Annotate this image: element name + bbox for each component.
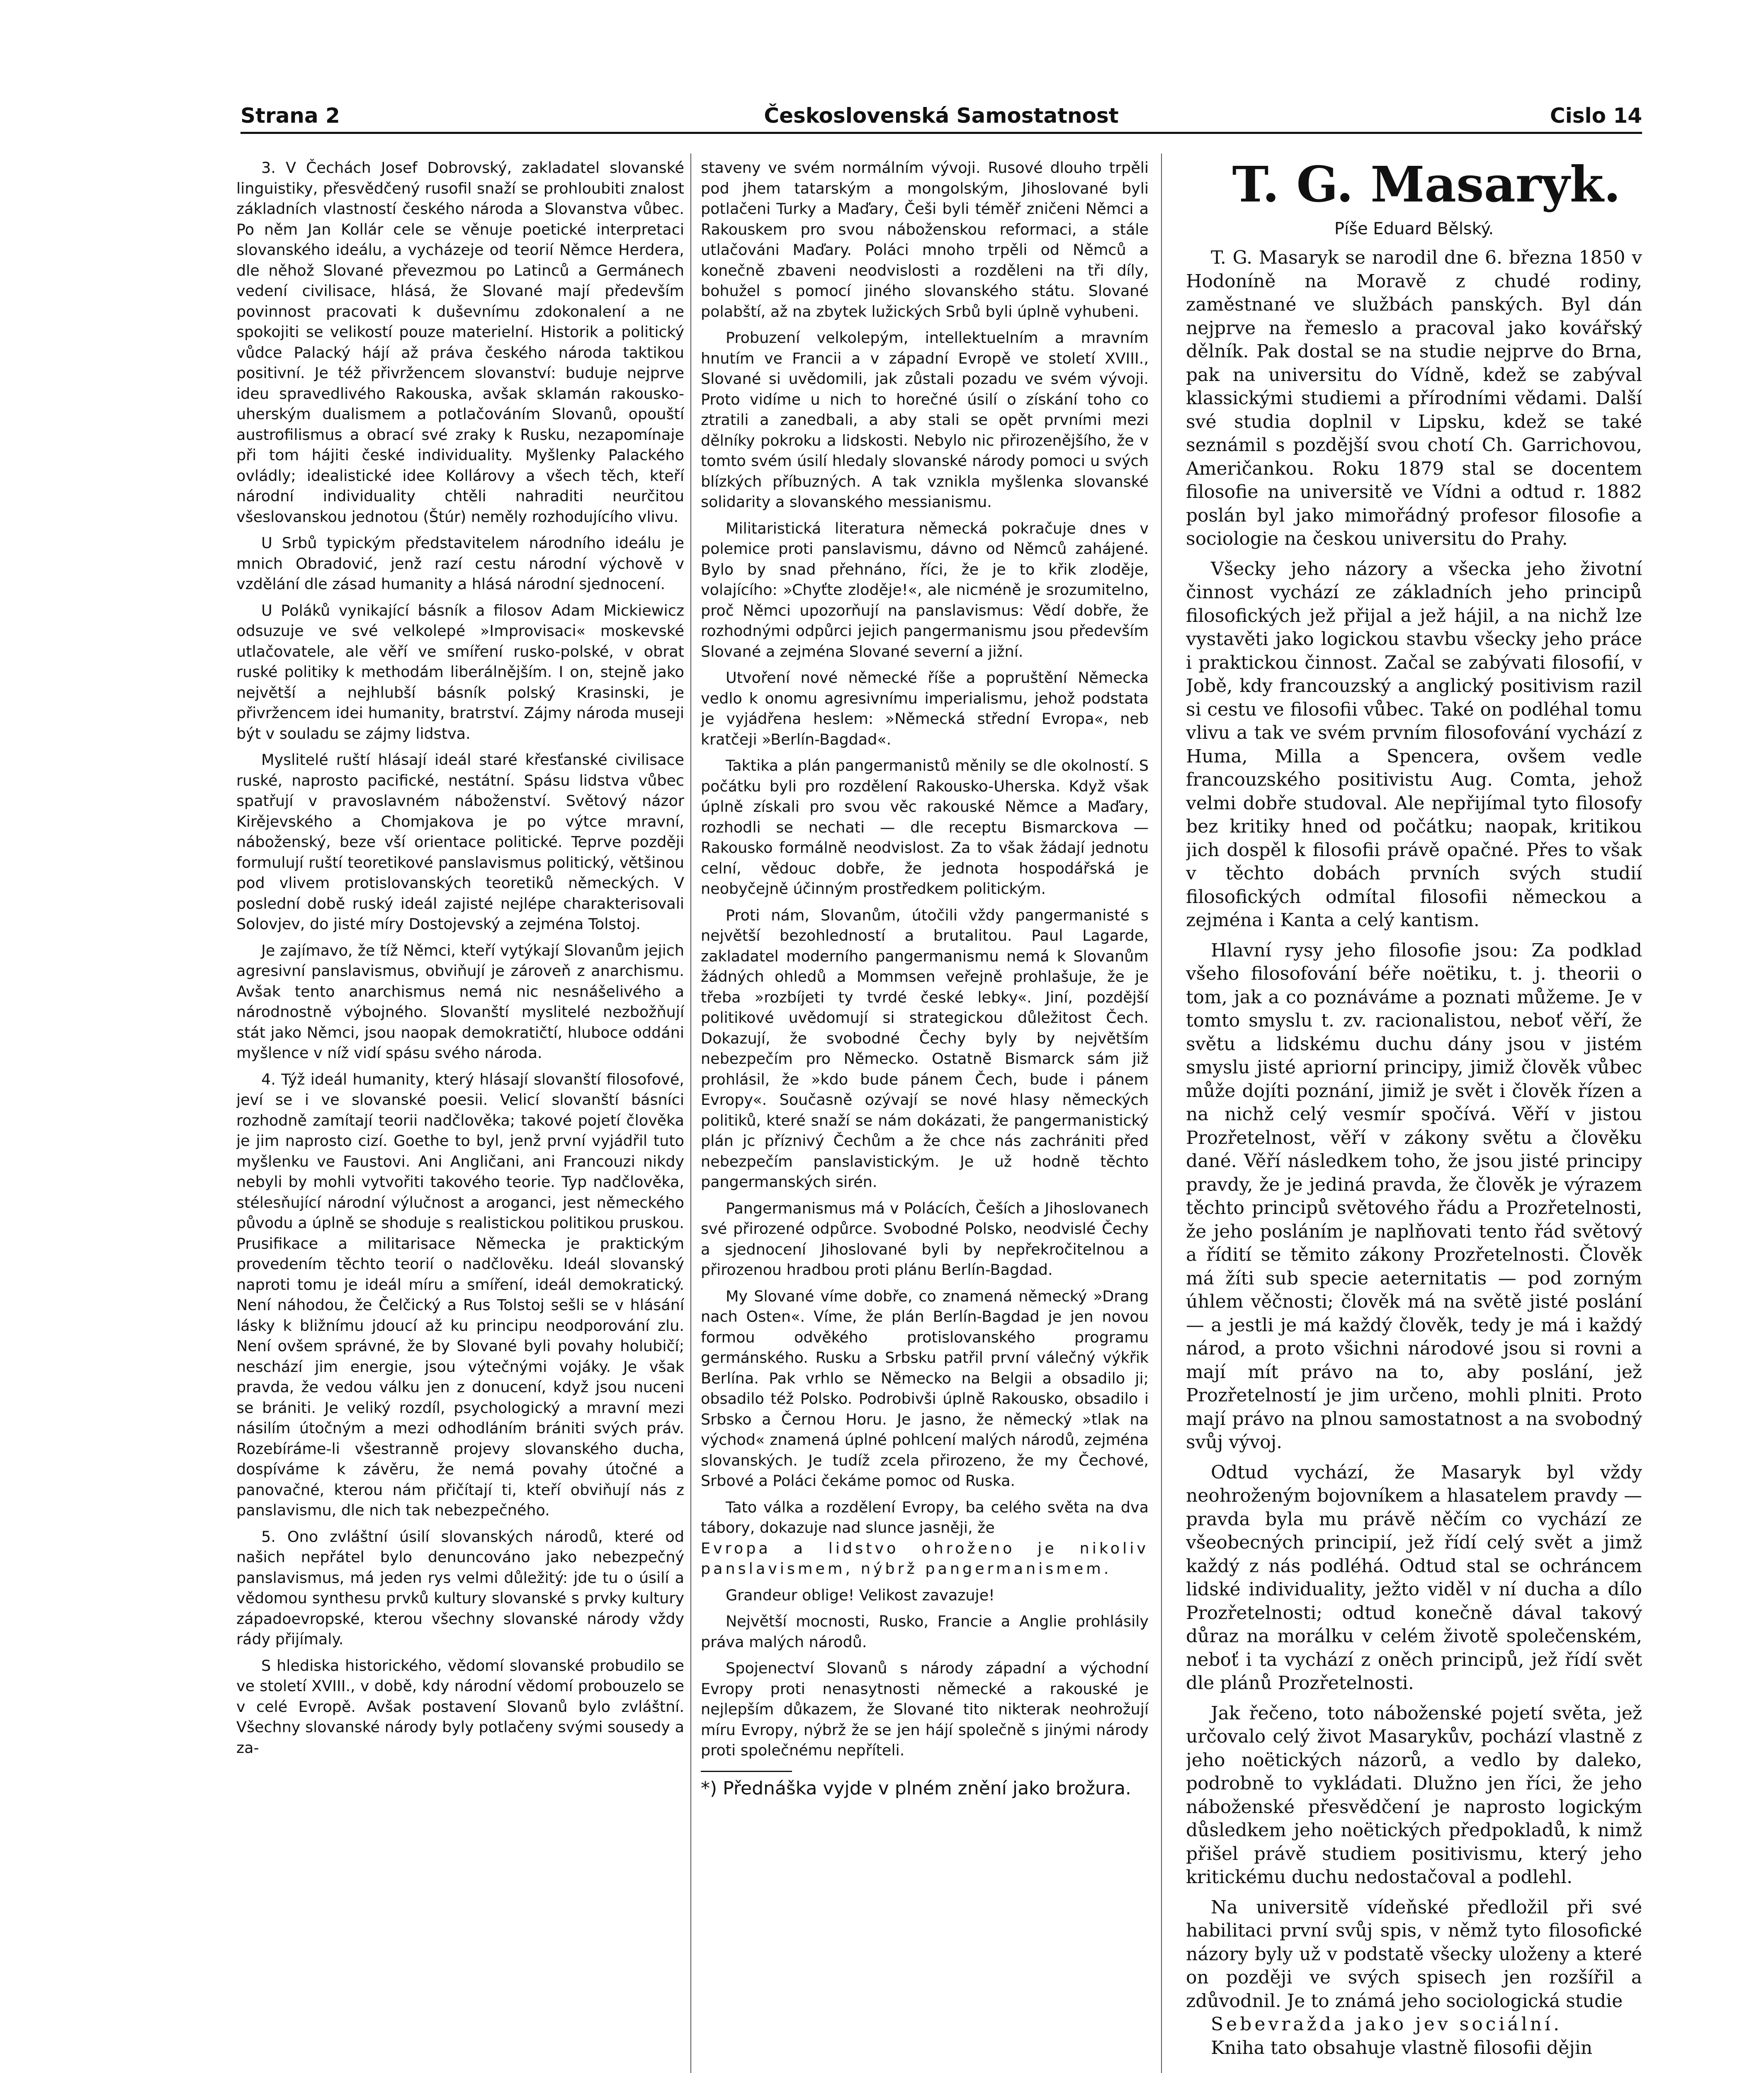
paragraph: 3. V Čechách Josef Dobrovský, zakladatel slovanské linguistiky, přesvědčený rusofil snaží se prohloubiti znalost základních vlastností českého národa a Slovanstva vůbec. Po něm Jan Kollár cele se věnuje poetické interpretaci slovanského ideálu, a vycházeje od teorií Němce Herdera, dle něhož Slované převezmou po Latinců a Germánech vedení civilisace, hlásá, že Slované mají především povinnost pracovati k duševnímu zdokonalení a ne spokojiti se velikostí pouze materielní. Historik a politický vůdce Palacký hájí až práva českého národa taktikou positivní. Je též přivržencem slovanství: buduje nejprve ideu spravedlivého Rakouska, avšak sklamán rakousko-uherským dualismem a potlačováním Slovanů, opouští austrofilismus a obrací své zraky k Rusku, nezapomínaje při tom hájiti české individuality. Myšlenky Palackého ovládly; idealistické idee Kollárovy a všech těch, kteří národní individuality chtěli nahraditi neurčitou všeslovanskou jednotou (Štúr) neměly rozhodujícího vlivu. [236,159,684,526]
paragraph: Všecky jeho názory a všecka jeho životní činnost vychází ze základních jeho principů filosofických jež přijal a jež hájil, a na nichž lze vystavěti jako logickou stavbu všecky jeho práce i praktickou činnost. Začal se zabývati filosofií, v Jobě, kdy francouzský a anglický positivism razil si cestu ve filosofii vůbec. Také on podléhal tomu vlivu a tak ve svém prvním filosofování vychází z Huma, Milla a Spencera, ovšem vedle francouzského positivistu Aug. Comta, jehož velmi dobře studoval. Ale nepřijímal tyto filosofy bez kritiky hned od počátku; naopak, kritikou jich dospěl k filosofii právě opačné. Přes to však v těchto dobách prvních svých studií filosofických odmítal filosofii německou a zejména i Kanta a celý kantism. [1186,558,1642,931]
paragraph: Proti nám, Slovanům, útočili vždy pangermanisté s největší bezohledností a brutalitou. Paul Lagarde, zakladatel moderního pangermanismu nemá k Slovanům žádných ohledů a Mommsen veřejně prohlašuje, že je třeba »rozbíjeti ty tvrdé české lebky«. Jiní, pozdější politikové uvědomují si strategickou důležitost Čech. Dokazují, že svobodné Čechy byly by největším nebezpečím pro Německo. Ostatně Bismarck sám již prohlásil, že »kdo bude pánem Čech, bude i pánem Evropy«. Současně ozývají se nové hlasy německých politiků, které snaží se nám dokázati, že pangermanistický plán jc příznivý Čechům a že chce nás zachrániti před nebezpečím panslavistickým. Je už hodně těchto pangermanských sirén. [701,906,1149,1191]
paragraph: Myslitelé ruští hlásají ideál staré křesťanské civilisace ruské, naprosto pacifické, nestátní. Spásu lidstva vůbec spatřují v pravoslavném náboženství. Světový názor Kirějevského a Chomjakova je po výtce mravní, náboženský, beze vší orientace politické. Teprve později formulují ruští teoretikové panslavismus politický, většinou pod vlivem protislovanských teoretiků německých. V poslední době ruský ideál zajisté nejlépe charakterisovali Solovjev, do jisté míry Dostojevský a zejména Tolstoj. [236,751,684,933]
paragraph: Na universitě vídeňské předložil při své habilitaci první svůj spis, v němž tyto filosofické názory byly už v podstatě všecky uloženy a které on později ve svých spisech jen rozšířil a zdůvodnil. Je to známá jeho sociologická studie [1186,1896,1642,2012]
paragraph: Utvoření nové německé říše a popruštění Německa vedlo k onomu agresivnímu imperialismu, jehož podstata je vyjádřena heslem: »Německá střední Evropa«, neb kratčeji »Berlín-Bagdad«. [701,669,1149,748]
paragraph: Pangermanismus má v Polácích, Češích a Jihoslovanech své přirozené odpůrce. Svobodné Polsko, neodvislé Čechy a sjednocení Jihoslované byli by nepřekročitelnou a přirozenou hradbou proti plánu Berlín-Bagdad. [701,1199,1149,1279]
paragraph: S hlediska historického, vědomí slovanské probudilo se ve století XVIII., v době, kdy národní vědomí probouzelo se v celé Evropě. Avšak postavení Slovanů bylo zvláštní. Všechny slovanské národy byly potlačeny svými sousedy a za- [236,1656,684,1757]
column-divider [690,153,691,2073]
article-column-3 [1186,158,1642,2073]
column-divider [1161,153,1162,2073]
paragraph: Probuzení velkolepým, intellektuelním a mravním hnutím ve Francii a v západní Evropě ve století XVIII., Slované si uvědomili, jak zůstali pozadu ve svém vývoji. Proto vidíme u nich to horečné úsilí o získání toho co ztratili a zanedbali, a aby stali se opět prvními mezi dělníky pokroku a lidskosti. Nebylo nic přirozenějšího, že v tomto svém úsilí hledaly slovanské národy pomoci u svých blízkých příbuzných. A tak vznikla myšlenka slovanské solidarity a slovanského messianismu. [701,329,1149,511]
paragraph: Grandeur oblige! Velikost zavazuje! [726,1586,995,1604]
paragraph: Je zajímavo, že tíž Němci, kteří vytýkají Slovanům jejich agresivní panslavismus, obviňují je zároveň z anarchismu. Avšak tento anarchismus nemá nic nesnášelivého a národnostně výbojného. Slovanští myslitelé nezbožňují stát jako Němci, jsou naopak demokratičtí, hluboce oddáni myšlence v níž vidí spásu svého národa. [236,941,684,1062]
newspaper-name: Československá Samostatnost [764,104,1119,128]
paragraph: Taktika a plán pangermanistů měnily se dle okolností. S počátku byli pro rozdělení Rakousko-Uherska. Když však úplně získali pro svou věc rakouské Němce a Maďary, rozhodli se nechati — dle receptu Bismarckova — Rakousko formálně neodvislost. Za to však žádají jednotu celní, vědouc dobře, že jednota hospodářská je neobyčejně účinným prostředkem politickým. [701,757,1149,898]
header-rule [241,132,1642,134]
article-title: T. G. Masaryk. [1232,158,1621,213]
paragraph: staveny ve svém normálním vývoji. Rusové dlouho trpěli pod jhem tatarským a mongolským, Jihoslované byli potlačeni Turky a Maďary, Češi byli téměř zničeni Němci a Rakouskem pro svou náboženskou reformaci, a stále utlačováni Maďary. Poláci mnoho trpěli od Němců a konečně zbaveni neodvislosti a rozděleni na tři díly, bohužel s pomocí jiného slovanského státu. Slované polabští, až na zbytek lužických Srbů byli úplně vyhubeni. [701,159,1149,320]
paragraph: Militaristická literatura německá pokračuje dnes v polemice proti panslavismu, dávno od Němců zahájené. Bylo by snad přehnáno, říci, že je to křik zloděje, volajícího: »Chyťte zloděje!«, ale nicméně je srozumitelno, proč Němci upozorňují na panslavismus: Vědí dobře, že rozhodnými odpůrci jejich pangermanismu jsou především Slované a zejména Slované severní a jižní. [701,519,1149,660]
article-column-2 [701,158,1149,2073]
paragraph: 5. Ono zvláštní úsilí slovanských národů, které od našich nepřátel bylo denuncováno jako nebezpečný panslavismus, má jeden rys velmi důležitý: jde tu o úsilí a vědomou synthesu prvků kultury slovanské s prvky kultury západoevropské, kterou všechny slovanské národy vždy rády přijímaly. [236,1527,684,1648]
article-column-1 [236,158,684,2073]
paragraph: T. G. Masaryk se narodil dne 6. března 1850 v Hodoníně na Moravě z chudé rodiny, zaměstnané ve službách panských. Byl dán nejprve na řemeslo a pracoval jako kovářský dělník. Pak dostal se na studie nejprve do Brna, pak na universitu do Vídně, kdež se zabýval klassickými studiemi a přírodními vědami. Další své studia doplnil v Lipsku, kdež se také seznámil s pozdější svou chotí Ch. Garrichovou, Američankou. Roku 1879 stal se docentem filosofie na universitě ve Vídni a odtud r. 1882 poslán byl jako mimořádný profesor filosofie a sociologie na českou universitu do Prahy. [1186,247,1642,549]
paragraph: Kniha tato obsahuje vlastně filosofii dějin [1211,2037,1593,2058]
paragraph: Jak řečeno, toto náboženské pojetí světa, jež určovalo celý život Masarykův, pochází vlastně z jeho noëtických názorů, a vedlo by daleko, podrobně to vykládati. Dlužno jen říci, že jeho náboženské přesvědčení je naprosto logickým důsledkem jeho noëtických předpokladů, k nimž přišel právě studiem positivismu, který jeho kritickému duchu nedostačoval a podlehl. [1186,1702,1642,1888]
emphasized-statement: Evropa a lidstvo ohroženo je nikoliv panslavismem, nýbrž pangermanismem. [701,1539,1149,1578]
paragraph: Spojenectví Slovanů s národy západní a východní Evropy proti nenasytnosti německé a rakouské je nejlepším důkazem, že Slované tito nikterak neohrožují míru Evropy, nýbrž že se jen hájí společně s jinými národy proti společnému nepříteli. [701,1659,1149,1759]
paragraph: Hlavní rysy jeho filosofie jsou: Za podklad všeho filosofování béře noëtiku, t. j. theorii o tom, jak a co poznáváme a poznati můžeme. Je v tomto smyslu t. zv. racionalistou, neboť věří, že světu a lidskému duchu dány jsou v jistém smyslu jisté apriorní principy, jimiž člověk vůbec může dojíti poznání, jimiž je svět i člověk řízen a na nichž celý vesmír spočívá. Věří v jistou Prozřetelnost, věří v zákony světu a člověku dané. Věří následkem toho, že jsou jisté principy pravdy, že je jediná pravda, že člověk je výrazem těchto principů světového řádu a Prozřetelnosti, že jeho posláním je naplňovati tento řád světový a řídití se těmito zákony Prozřetelnosti. Člověk má žíti sub specie aeternitatis — pod zorným úhlem věčnosti; člověk má na světě jisté poslání — a jestli je má každý člověk, tedy je má i každý národ, a proto všichni národové jsou si rovni a mají mít právo na to, aby poslání, jež Prozřetelností je jim určeno, mohli plniti. Proto mají právo na plnou samostatnost a na svobodný svůj vývoj. [1186,939,1642,1453]
paragraph: U Poláků vynikající básník a filosov Adam Mickiewicz odsuzuje ve své velkolepé »Improvisaci« moskevské utlačovatele, ale věří ve smíření rusko-polské, v obrat ruské politiky k methodám liberálnějším. I on, stejně jako největší a nejhlubší básník polský Krasinski, je přivržencem idei humanity, bratrství. Zájmy národa museji být v souladu se zájmy lidstva. [236,601,684,743]
footnote-rule [701,1771,792,1772]
book-title: Sebevražda jako jev sociální. [1211,2014,1562,2035]
paragraph: 4. Týž ideál humanity, který hlásají slovanští filosofové, jeví se i ve slovanské poesii. Velicí slovanští básníci rozhodně zamítají teorii nadčlověka; takové pojetí člověka je jim naprosto cizí. Goethe to byl, jenž první vyjádřil tuto myšlenku ve Faustovi. Ani Angličani, ani Francouzi nikdy nebyli by mohli vytvořiti takového teorie. Typ nadčlověka, stélesňující národní výlučnost a aroganci, jest německého původu a úplně se shoduje s realistickou politikou pruskou. Prusifikace a militarisace Německa je praktickým provedením těchto teorií o nadčlověku. Ideál slovanský naproti tomu je ideál míru a smíření, ideál demokratický. Není náhodou, že Čelčický a Rus Tolstoj sešli se v hlásání lásky k bližnímu jdoucí až ku principu neodporování zlu. Není ovšem správné, že by Slované byli povahy holubičí; neschází jim energie, jsou výtečnými vojáky. Je však pravda, že vedou válku jen z donucení, když jsou nuceni se brániti. Je veliký rozdíl, psychologický a mravní mezi násilím útočným a mezi odhodláním brániti svých práv. Rozebíráme-li všestranně projevy slovanského ducha, dospíváme k závěru, že nemá povahy útočné a panovačné, kterou nám přičítají ti, kteří obviňují nás z panslavismu, dle nich tak nebezpečného. [236,1070,684,1519]
article-byline: Píše Eduard Bělský. [1334,219,1494,238]
page-header [241,101,1642,135]
paragraph: My Slované víme dobře, co znamená německý »Drang nach Osten«. Víme, že plán Berlín-Bagdad je jen novou formou odvěkého protislovanského programu germánského. Rusku a Srbsku patřil první válečný výkřik Berlína. Pak vrhlo se Německo na Belgii a obsadilo ji; obsadilo též Polsko. Podrobivši úplně Rakousko, obsadilo i Srbsko a Černou Horu. Je jasno, že německý »tlak na východ« znamená úplné pohlcení malých národů, zejména slovanských. Je tudíž zcela přirozeno, že my Čechové, Srbové a Poláci čekáme pomoc od Ruska. [701,1287,1149,1490]
page-number: Strana 2 [241,104,340,128]
paragraph: Největší mocnosti, Rusko, Francie a Anglie prohlásily práva malých národů. [701,1612,1149,1651]
paragraph: Tato válka a rozdělení Evropy, ba celého světa na dva tábory, dokazuje nad slunce jasněji, že [701,1498,1149,1537]
paragraph: U Srbů typickým představitelem národního ideálu je mnich Obradović, jenž razí cestu národní výchově v vzdělání dle zásad humanity a hlásá národní sjednocení. [236,534,684,593]
footnote: *) Přednáška vyjde v plném znění jako brožura. [701,1777,1131,1799]
paragraph: Odtud vychází, že Masaryk byl vždy neohroženým bojovníkem a hlasatelem pravdy — pravda byla mu právě něčím co vychází ze všeobecných principií, jež řídí celý svět a jimž každý z nás podléhá. Odtud stal se ochráncem lidské individuality, ježto viděl v ní ducha a dílo Prozřetelnosti; odtud konečně dával takový důraz na morálku v celém životě společenském, neboť i ta vychází z oněch principů, jež řídí svět dle plánů Prozřetelnosti. [1186,1461,1642,1694]
issue-number: Cislo 14 [1550,104,1642,128]
